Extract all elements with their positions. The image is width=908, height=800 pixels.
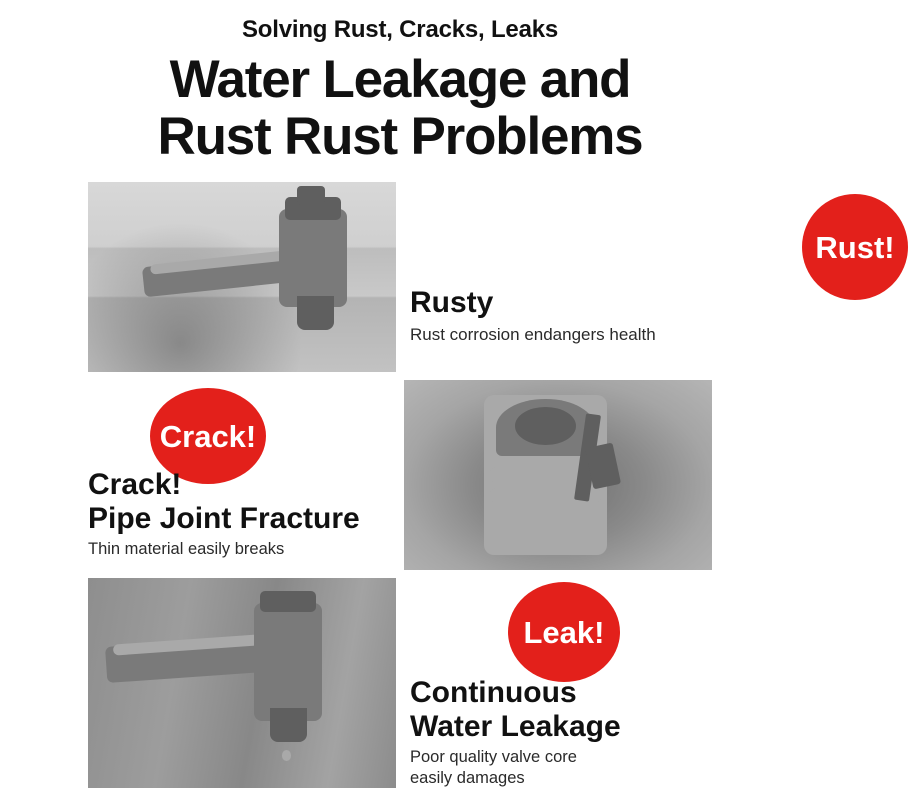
eyebrow-text: Solving Rust, Cracks, Leaks	[241, 16, 559, 43]
headline-line-2: Rust Rust Problems	[157, 106, 643, 166]
rusty-faucet-photo	[88, 182, 396, 372]
headline-line-1: Water Leakage and	[169, 50, 631, 109]
crack-description: Thin material easily breaks	[88, 540, 285, 559]
cracked-pipe-joint-photo	[404, 380, 712, 570]
crack-image-cell	[404, 380, 712, 570]
rust-description: Rust corrosion endangers health	[410, 324, 656, 344]
crack-title-line-2: Pipe Joint Fracture	[88, 501, 360, 535]
rust-text-cell	[404, 182, 895, 372]
leak-description-line-2: easily damages	[410, 768, 525, 787]
crack-text-block	[88, 468, 388, 560]
rust-title: Rusty	[410, 286, 494, 319]
feature-grid	[88, 182, 895, 788]
rust-text-block	[410, 286, 710, 345]
rust-badge: Rust!	[802, 194, 908, 300]
crack-text-cell	[88, 380, 396, 570]
page-title	[0, 52, 800, 165]
leak-title-line-1: Continuous	[410, 676, 577, 709]
leaking-faucet-photo	[88, 578, 396, 788]
leak-text-cell	[404, 578, 712, 788]
leak-description-line-1: Poor quality valve core	[410, 748, 577, 767]
crack-badge: Crack!	[150, 388, 266, 484]
crack-title-line-1: Crack!	[88, 468, 182, 501]
leak-image-cell	[88, 578, 396, 788]
rust-image-cell	[88, 182, 396, 372]
leak-text-block	[410, 676, 706, 788]
leak-title-line-2: Water Leakage	[410, 709, 621, 743]
leak-badge: Leak!	[508, 582, 620, 682]
